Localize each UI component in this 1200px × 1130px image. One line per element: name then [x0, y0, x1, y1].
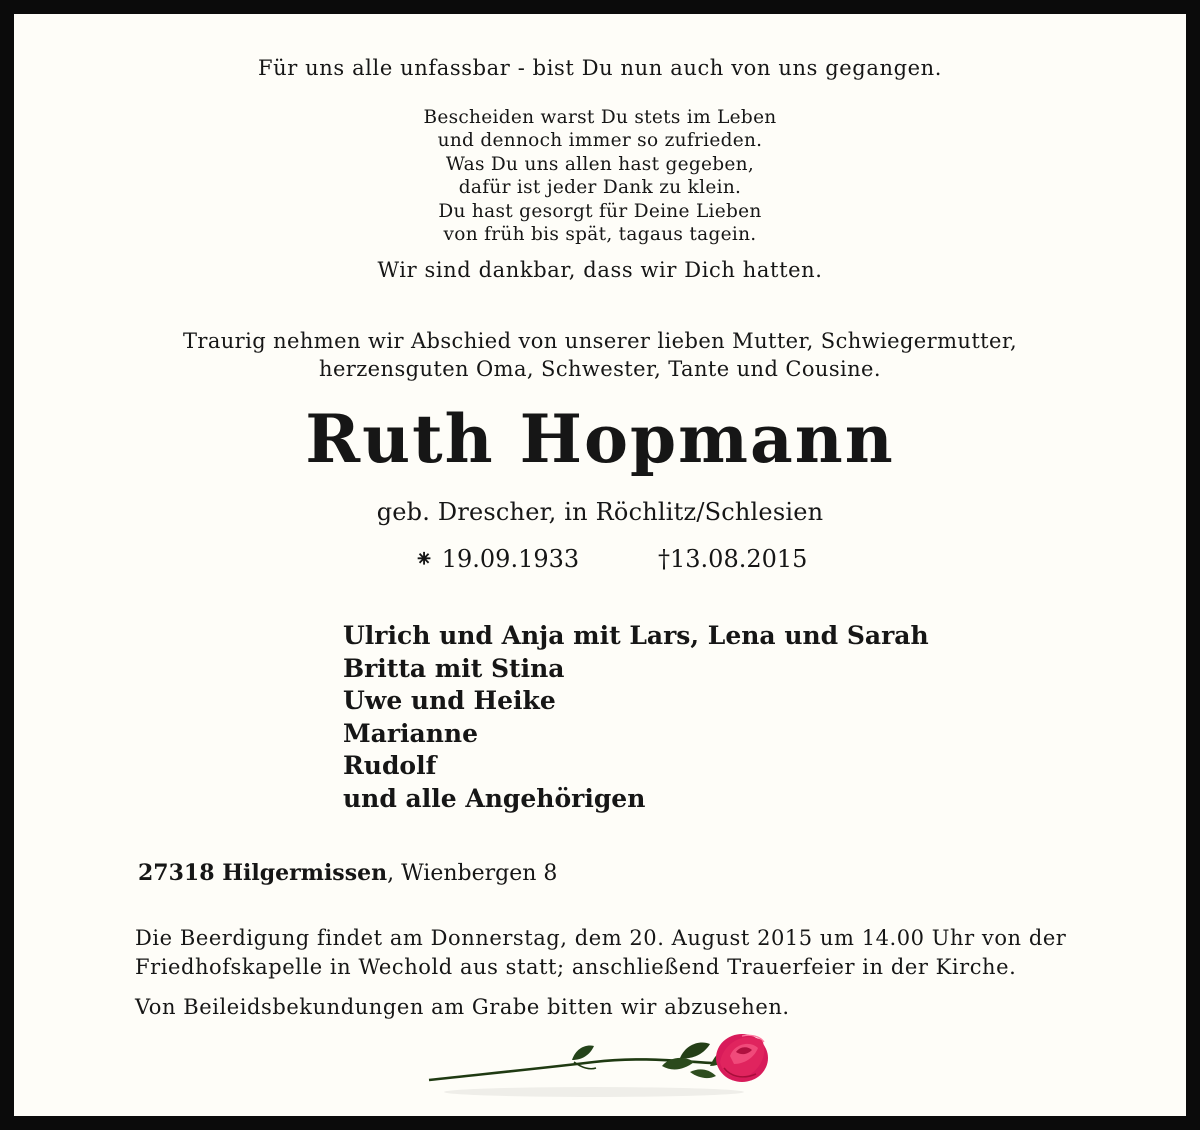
opening-line: Für uns alle unfassbar - bist Du nun auch von uns gegangen. [257, 56, 943, 80]
poem-line: dafür ist jeder Dank zu klein. [458, 177, 742, 199]
death-date: †13.08.2015 [658, 545, 808, 573]
condolence-note: Von Beileidsbekundungen am Grabe bitten wir abzusehen. [135, 995, 790, 1019]
funeral-info [135, 924, 1066, 982]
mourner-line: Rudolf [343, 751, 437, 781]
mourners-list [343, 620, 929, 816]
birth-name: geb. Drescher, in Röchlitz/Schlesien [376, 498, 824, 526]
poem-line: Du hast gesorgt für Deine Lieben [438, 200, 762, 222]
thanks-line: Wir sind dankbar, dass wir Dich hatten. [377, 258, 823, 282]
poem-line: und dennoch immer so zufrieden. [437, 130, 763, 152]
mourner-line: Ulrich und Anja mit Lars, Lena und Sarah [343, 621, 929, 650]
mourner-line: Britta mit Stina [343, 653, 565, 683]
mourner-line: Uwe und Heike [343, 686, 556, 716]
address-street: , Wienbergen 8 [387, 861, 558, 886]
mourner-line: Marianne [343, 718, 478, 748]
intro-line: herzensguten Oma, Schwester, Tante und Cousine. [319, 357, 881, 381]
address [138, 860, 557, 886]
intro-text [14, 327, 1186, 383]
mourner-line: und alle Angehörigen [343, 783, 646, 813]
poem-line: Bescheiden warst Du stets im Leben [423, 107, 777, 128]
rose-illustration [424, 1022, 774, 1122]
poem-line: Was Du uns allen hast gegeben, [445, 153, 755, 175]
poem-line: von früh bis spät, tagaus tagein. [443, 224, 757, 246]
funeral-line: Friedhofskapelle in Wechold aus statt; anschließend Trauerfeier in der Kirche. [135, 955, 1017, 979]
poem [14, 106, 1186, 246]
intro-line: Traurig nehmen wir Abschied von unserer lieben Mutter, Schwiegermutter, [182, 329, 1018, 353]
deceased-name: Ruth Hopmann [305, 400, 895, 478]
address-town: 27318 Hilgermissen [138, 860, 388, 886]
birth-date: ⁕ 19.09.1933 [414, 545, 580, 573]
funeral-line: Die Beerdigung findet am Donnerstag, dem 20. August 2015 um 14.00 Uhr von der [135, 926, 1067, 950]
